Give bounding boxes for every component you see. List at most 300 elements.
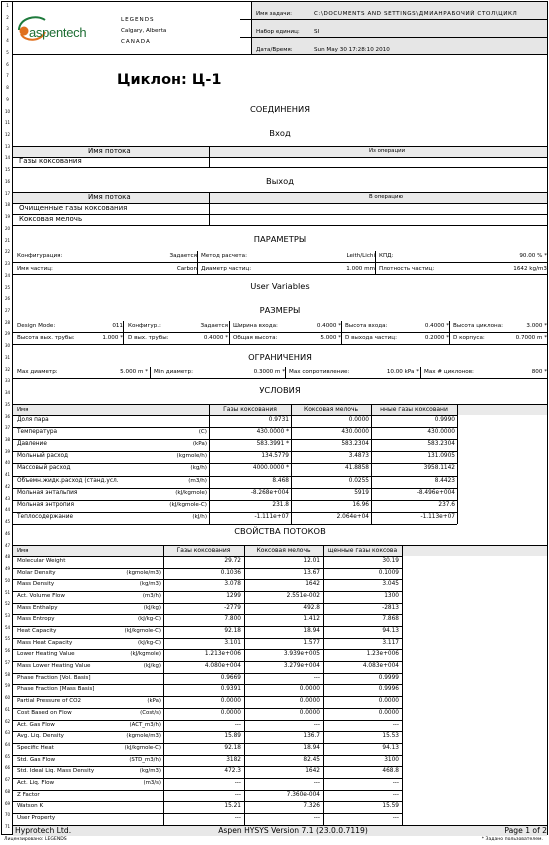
rule-line	[13, 696, 402, 697]
properties-row-unit: (Cost/s)	[140, 709, 161, 716]
rule-line	[13, 545, 548, 546]
row-number: 30	[4, 343, 11, 349]
properties-cell: 0.9391	[220, 686, 241, 693]
rule-line	[13, 344, 548, 345]
row-number: 62	[4, 718, 11, 724]
row-number: 9	[6, 96, 9, 102]
row-number: 36	[4, 413, 11, 419]
footer-version: Aspen HYSYS Version 7.1 (23.0.0.7119)	[218, 826, 368, 835]
rule-line	[13, 439, 457, 440]
rule-line	[13, 332, 548, 333]
properties-cell: 18.94	[303, 628, 320, 635]
properties-cell: 1642	[305, 581, 320, 588]
unit-set-value: SI	[314, 29, 320, 35]
conditions-row-label: Мольная энтропия	[17, 501, 74, 508]
rule-line	[420, 367, 421, 378]
rule-line	[150, 367, 151, 378]
properties-row-label: Act. Liq. Flow	[17, 779, 55, 786]
rule-line	[13, 512, 457, 513]
row-number: 1	[6, 3, 9, 8]
row-number: 33	[4, 378, 11, 384]
row-number: 12	[4, 132, 11, 138]
properties-cell: 0.0000	[299, 698, 320, 705]
rule-line	[13, 404, 548, 405]
param-eff-value: 90.00 % *	[519, 253, 547, 259]
properties-row-label: Lower Heating Value	[17, 651, 75, 658]
properties-cell: 1299	[226, 593, 241, 600]
properties-row-label: Z Factor	[17, 791, 40, 798]
properties-cell: ---	[234, 721, 241, 728]
properties-cell: 1300	[384, 593, 399, 600]
rule-line	[13, 427, 457, 428]
rule-line	[13, 801, 402, 802]
limit-max-dp-label: Max сопротивление:	[289, 369, 350, 375]
conditions-col-name: Имя	[17, 407, 29, 413]
row-number: 29	[4, 331, 11, 337]
rule-line	[209, 192, 210, 225]
properties-cell: 7.800	[224, 616, 241, 623]
rule-line	[13, 203, 548, 204]
row-number: 68	[4, 788, 11, 794]
conditions-row-unit: (kJ/kgmole)	[175, 489, 207, 496]
row-number: 8	[6, 85, 9, 91]
properties-row-unit: (kgmole/m3)	[126, 569, 161, 576]
conditions-row-label: Давление	[17, 441, 47, 448]
properties-cell: 94.13	[382, 628, 399, 635]
rule-line	[13, 579, 402, 580]
row-number: 38	[4, 437, 11, 442]
properties-row-unit: (kg/m3)	[139, 581, 161, 588]
properties-cell: 0.0000	[299, 709, 320, 716]
section-limits: ОГРАНИЧЕНИЯ	[248, 352, 312, 362]
row-number: 3	[6, 26, 9, 32]
datetime-value: Sun May 30 17:28:10 2010	[314, 47, 390, 53]
properties-cell: ---	[234, 791, 241, 798]
properties-cell: 0.9996	[378, 686, 399, 693]
properties-row-label: User Property	[17, 814, 56, 821]
properties-row-unit: (kJ/kgmole-C)	[124, 744, 161, 751]
rule-line	[13, 378, 548, 379]
size-body-d-value: 0.7000 m *	[515, 335, 547, 341]
conditions-row-label: Массовый расход	[17, 465, 71, 472]
properties-cell: 15.59	[382, 803, 399, 810]
rule-line	[13, 766, 402, 767]
rule-line	[244, 545, 245, 825]
rule-line	[13, 790, 402, 791]
conditions-row-label: Мольный расход	[17, 453, 69, 460]
properties-cell: 82.45	[303, 756, 320, 763]
conditions-row-unit: (C)	[198, 429, 207, 436]
rule-line	[13, 476, 457, 477]
row-number: 7	[6, 73, 9, 79]
properties-cell: 94.13	[382, 744, 399, 751]
rule-line	[13, 262, 548, 263]
row-number: 26	[4, 296, 11, 302]
row-number-column	[2, 2, 13, 834]
conditions-cell: 134.5779	[261, 453, 289, 460]
row-number: 41	[4, 472, 11, 478]
inlet-row-name: Газы коксования	[19, 157, 82, 165]
rule-line	[13, 649, 402, 650]
limit-max-n-label: Max # циклонов:	[424, 369, 474, 375]
inlet-col-name: Имя потока	[88, 147, 131, 155]
properties-row-unit: (kJ/kg-C)	[138, 639, 161, 646]
license-note: Лицензировано: LEGENDS	[4, 837, 67, 842]
conditions-cell: -8.268e+004	[250, 489, 289, 496]
conditions-cell: 3.4873	[348, 453, 369, 460]
param-particle-label: Имя частиц:	[17, 266, 53, 272]
properties-row-unit: (kJ/kg)	[143, 604, 161, 611]
company-name: LEGENDS	[121, 17, 155, 23]
logo-text: aspentech	[29, 25, 87, 40]
conditions-cell: 583.3991 *	[256, 441, 289, 448]
param-eff-label: КПД:	[379, 253, 394, 259]
rule-line	[13, 673, 402, 674]
param-diameter-value: 1.000 mm	[346, 266, 375, 272]
section-user-vars: User Variables	[250, 281, 310, 291]
row-number: 25	[4, 284, 11, 290]
row-number: 2	[6, 14, 9, 20]
rule-line	[371, 404, 372, 524]
properties-row-label: Specific Heat	[17, 744, 54, 751]
properties-cell: 0.0000	[220, 709, 241, 716]
task-name-label: Имя задачи:	[256, 11, 293, 17]
properties-row-label: Mass Entropy	[17, 616, 55, 623]
size-config-value: Задается	[200, 323, 228, 329]
conditions-cell: 583.2304	[341, 441, 369, 448]
row-number: 16	[4, 178, 11, 184]
properties-cell: ---	[392, 814, 399, 821]
row-number: 40	[4, 460, 11, 466]
rule-line	[13, 274, 548, 275]
size-outlet-tube-d-value: 0.4000 *	[203, 335, 228, 341]
row-number: 37	[4, 425, 11, 431]
rule-line	[197, 251, 198, 274]
conditions-cell: -1.111e+07	[254, 513, 289, 520]
row-number: 46	[4, 530, 11, 536]
rule-line	[375, 251, 376, 274]
properties-cell: 4.080e+004	[204, 663, 241, 670]
properties-cell: ---	[234, 814, 241, 821]
aspentech-logo	[15, 10, 105, 54]
limit-min-d-label: Min диаметр:	[154, 369, 193, 375]
size-particle-outlet-label: D выхода частиц:	[345, 335, 397, 341]
rule-line	[13, 614, 402, 615]
conditions-row-unit: (kgmole/h)	[176, 453, 207, 460]
size-total-height-label: Общая высота:	[233, 335, 278, 341]
properties-row-unit: (kJ/kgmole)	[130, 651, 161, 658]
rule-line	[13, 825, 548, 826]
row-number: 47	[4, 542, 11, 548]
rule-line	[402, 545, 403, 825]
size-inlet-height-value: 0.4000 *	[424, 323, 449, 329]
size-body-d-label: D корпуса:	[453, 335, 485, 341]
unit-set-label: Набор единиц:	[256, 29, 300, 35]
properties-cell: 0.9669	[220, 674, 241, 681]
conditions-row-label: Доля пара	[17, 417, 49, 423]
task-name-value: C:\DOCUMENTS AND SETTINGS\ДМИАНРАБОЧИЙ СТОЛ\ЦИКЛ	[314, 11, 518, 17]
properties-row-unit: (m3/h)	[142, 593, 161, 600]
conditions-cell: -8.496e+004	[416, 489, 455, 496]
properties-cell: 3182	[226, 756, 241, 763]
conditions-cell: 430.0000	[427, 429, 455, 436]
properties-cell: 7.868	[382, 616, 399, 623]
properties-cell: 0.1036	[220, 569, 241, 576]
properties-row-label: Act. Volume Flow	[17, 593, 65, 600]
limit-max-n-value: 800 *	[531, 369, 547, 375]
row-number: 60	[4, 695, 11, 701]
properties-cell: 7.326	[303, 803, 320, 810]
rule-line	[449, 321, 450, 344]
company-country: CANADA	[121, 39, 151, 45]
properties-row-unit: (kJ/kg)	[143, 663, 161, 670]
rule-line	[13, 524, 457, 525]
conditions-col-2: Коксовая мелочь	[303, 406, 359, 413]
properties-cell: ---	[313, 779, 320, 786]
limit-max-dp-value: 10.00 kPa *	[386, 369, 419, 375]
rule-line	[13, 463, 457, 464]
outlet-row-name: Очищенные газы коксования	[19, 204, 128, 212]
conditions-cell: 0.9990	[434, 417, 455, 423]
properties-row-label: Partial Pressure of CO2	[17, 698, 82, 705]
section-properties: СВОЙСТВА ПОТОКОВ	[234, 526, 326, 536]
rule-line	[13, 225, 548, 226]
size-design-mode-value: 011	[112, 323, 123, 329]
row-number: 17	[4, 190, 11, 196]
param-method-label: Метод расчета:	[201, 253, 247, 259]
row-number: 56	[4, 648, 11, 654]
properties-cell: 1.412	[303, 616, 320, 623]
properties-cell: 4.083e+004	[362, 663, 399, 670]
properties-cell: 0.0000	[299, 686, 320, 693]
conditions-row-unit: (kJ/kgmole-C)	[169, 501, 207, 508]
properties-col-name: Имя	[17, 548, 29, 554]
row-number: 6	[6, 61, 9, 67]
header-info-panel	[251, 2, 547, 54]
properties-cell: 13.67	[303, 569, 320, 576]
row-number: 64	[4, 741, 11, 747]
section-conditions: УСЛОВИЯ	[259, 385, 301, 395]
rule-line	[13, 214, 548, 215]
rule-line	[13, 568, 402, 569]
conditions-cell: 41.8858	[345, 465, 369, 472]
row-number: 13	[4, 143, 11, 149]
row-number: 70	[4, 812, 11, 818]
param-config-label: Конфигурация:	[17, 253, 63, 259]
row-number: 53	[4, 612, 11, 618]
conditions-cell: 231.8	[272, 501, 289, 508]
size-cyclone-height-label: Высота циклона:	[453, 323, 504, 329]
row-number: 22	[4, 249, 11, 255]
row-number: 28	[4, 319, 11, 325]
rule-line	[13, 192, 548, 193]
param-density-value: 1642 kg/m3	[513, 266, 547, 272]
properties-row-label: Cost Based on Flow	[17, 709, 72, 716]
properties-row-label: Mass Density	[17, 581, 55, 588]
properties-cell: ---	[313, 721, 320, 728]
row-number: 55	[4, 636, 11, 642]
page-bottom-notes	[1, 835, 548, 845]
size-inlet-width-label: Ширина входа:	[233, 323, 278, 329]
conditions-cell: 8.4423	[434, 477, 455, 484]
properties-cell: 0.0000	[378, 709, 399, 716]
conditions-cell: 4000.0000 *	[252, 465, 289, 472]
rule-line	[13, 778, 402, 779]
page-title: Циклон: Ц-1	[117, 72, 222, 88]
rule-line	[240, 19, 548, 20]
inlet-col-op: Из операции	[369, 148, 406, 154]
rule-line	[323, 545, 324, 825]
row-number: 52	[4, 601, 11, 607]
row-number: 15	[4, 167, 11, 173]
rule-line	[13, 731, 402, 732]
rule-line	[13, 415, 457, 416]
properties-col-2: Коксовая мелочь	[256, 547, 311, 554]
report-body	[13, 2, 547, 834]
conditions-row-unit: (kg/h)	[190, 465, 207, 472]
properties-cell: 136.7	[303, 733, 320, 740]
rule-line	[341, 321, 342, 344]
properties-row-unit: (ACT_m3/h)	[129, 721, 161, 728]
conditions-cell: 430.0000 *	[256, 429, 289, 436]
properties-cell: 1.577	[303, 639, 320, 646]
properties-row-label: Mass Enthalpy	[17, 604, 58, 611]
rule-line	[13, 684, 402, 685]
conditions-cell: 237.6	[438, 501, 455, 508]
size-outlet-tube-height-label: Высота вых. трубы:	[17, 335, 75, 341]
properties-cell: 15.21	[224, 803, 241, 810]
row-number: 24	[4, 272, 11, 278]
properties-row-label: Mass Heat Capacity	[17, 639, 73, 646]
rule-line	[240, 37, 548, 38]
limit-max-d-value: 5.000 m *	[120, 369, 148, 375]
properties-cell: 15.89	[224, 733, 241, 740]
properties-row-label: Avg. Liq. Density	[17, 733, 64, 740]
properties-cell: ---	[234, 779, 241, 786]
param-config-value: Задается	[169, 253, 197, 259]
conditions-row-unit: (kJ/h)	[192, 513, 207, 520]
row-number: 35	[4, 401, 11, 407]
conditions-row-label: Температура	[17, 429, 58, 436]
properties-row-unit: (m3/s)	[143, 779, 161, 786]
row-number: 59	[4, 683, 11, 689]
row-number: 66	[4, 765, 11, 771]
row-number: 45	[4, 519, 11, 525]
rule-line	[123, 321, 124, 344]
row-number: 39	[4, 448, 11, 454]
rule-line	[13, 603, 402, 604]
conditions-cell: 2.064e+04	[336, 513, 369, 520]
properties-cell: 1.23e+006	[366, 651, 399, 658]
properties-cell: 0.9999	[378, 674, 399, 681]
properties-row-unit: (kJ/kg-C)	[138, 616, 161, 623]
row-number: 61	[4, 706, 11, 712]
conditions-row-label: Объемн.жидк.расход (станд.усл.	[17, 477, 119, 484]
properties-cell: -2813	[382, 604, 399, 611]
section-outlet: Выход	[266, 176, 294, 186]
row-number: 49	[4, 566, 11, 572]
properties-cell: 29.72	[224, 558, 241, 564]
properties-row-unit: (kg/m3)	[139, 768, 161, 775]
row-number: 14	[4, 155, 11, 161]
row-number: 18	[4, 202, 11, 208]
rule-line	[209, 146, 210, 167]
properties-cell: 3.101	[224, 639, 241, 646]
conditions-cell: 5919	[354, 489, 369, 496]
size-inlet-width-value: 0.4000 *	[316, 323, 341, 329]
rule-line	[13, 708, 402, 709]
row-number: 57	[4, 659, 11, 665]
conditions-row-label: Теплосодержание	[17, 513, 74, 520]
rule-line	[13, 591, 402, 592]
rule-line	[13, 813, 402, 814]
rule-line	[13, 638, 402, 639]
properties-row-label: Std. Ideal Liq. Mass Density	[17, 768, 95, 775]
rule-line	[13, 500, 457, 501]
properties-cell: 3100	[384, 756, 399, 763]
rule-line	[291, 404, 292, 524]
properties-row-unit: (kJ/kgmole-C)	[124, 628, 161, 635]
outlet-row-name: Коксовая мелочь	[19, 215, 83, 223]
rule-line	[457, 404, 458, 524]
rule-line	[13, 743, 402, 744]
limit-min-d-value: 0.3000 m *	[253, 369, 285, 375]
properties-cell: 15.53	[382, 733, 399, 740]
company-city: Calgary, Alberta	[121, 28, 167, 34]
properties-cell: 2.551e-002	[286, 593, 320, 600]
properties-row-label: Phase Fraction [Mass Basis]	[17, 686, 95, 693]
row-number: 27	[4, 307, 11, 313]
properties-cell: ---	[313, 814, 320, 821]
size-total-height-value: 5.000 *	[320, 335, 341, 341]
conditions-cell: 583.2304	[427, 441, 455, 448]
properties-row-label: Watson K	[17, 803, 44, 810]
properties-row-label: Act. Gas Flow	[17, 721, 55, 728]
row-number: 50	[4, 577, 11, 583]
rule-line	[13, 167, 548, 168]
footer-company: Hyprotech Ltd.	[15, 826, 72, 835]
param-density-label: Плотность частиц:	[379, 266, 435, 272]
rule-line	[13, 488, 457, 489]
rule-line	[209, 404, 210, 524]
properties-cell: 3.045	[382, 581, 399, 588]
row-number: 51	[4, 589, 11, 595]
conditions-cell: 16.96	[352, 501, 369, 508]
row-number: 54	[4, 624, 11, 630]
properties-cell: 92.18	[224, 628, 241, 635]
properties-col-1: Газы коксования	[176, 547, 231, 554]
user-specified-note: * Задано пользователем.	[481, 837, 543, 842]
section-sizes: РАЗМЕРЫ	[259, 305, 301, 315]
rule-line	[13, 146, 548, 147]
outlet-col-op: В операцию	[369, 194, 403, 200]
row-number: 71	[4, 824, 11, 830]
row-number: 31	[4, 354, 11, 360]
properties-row-label: Std. Gas Flow	[17, 756, 56, 763]
rule-line	[13, 720, 402, 721]
row-number: 58	[4, 671, 11, 677]
outlet-col-name: Имя потока	[88, 193, 131, 201]
rule-line	[13, 626, 402, 627]
properties-cell: ---	[313, 674, 320, 681]
conditions-cell: 131.0905	[427, 453, 455, 460]
properties-cell: 468.8	[382, 768, 399, 775]
properties-row-unit: (kPa)	[147, 698, 161, 705]
section-parameters: ПАРАМЕТРЫ	[253, 234, 307, 244]
properties-row-label: Mass Lower Heating Value	[17, 663, 91, 670]
rule-line	[13, 661, 402, 662]
properties-cell: 3.078	[224, 581, 241, 588]
